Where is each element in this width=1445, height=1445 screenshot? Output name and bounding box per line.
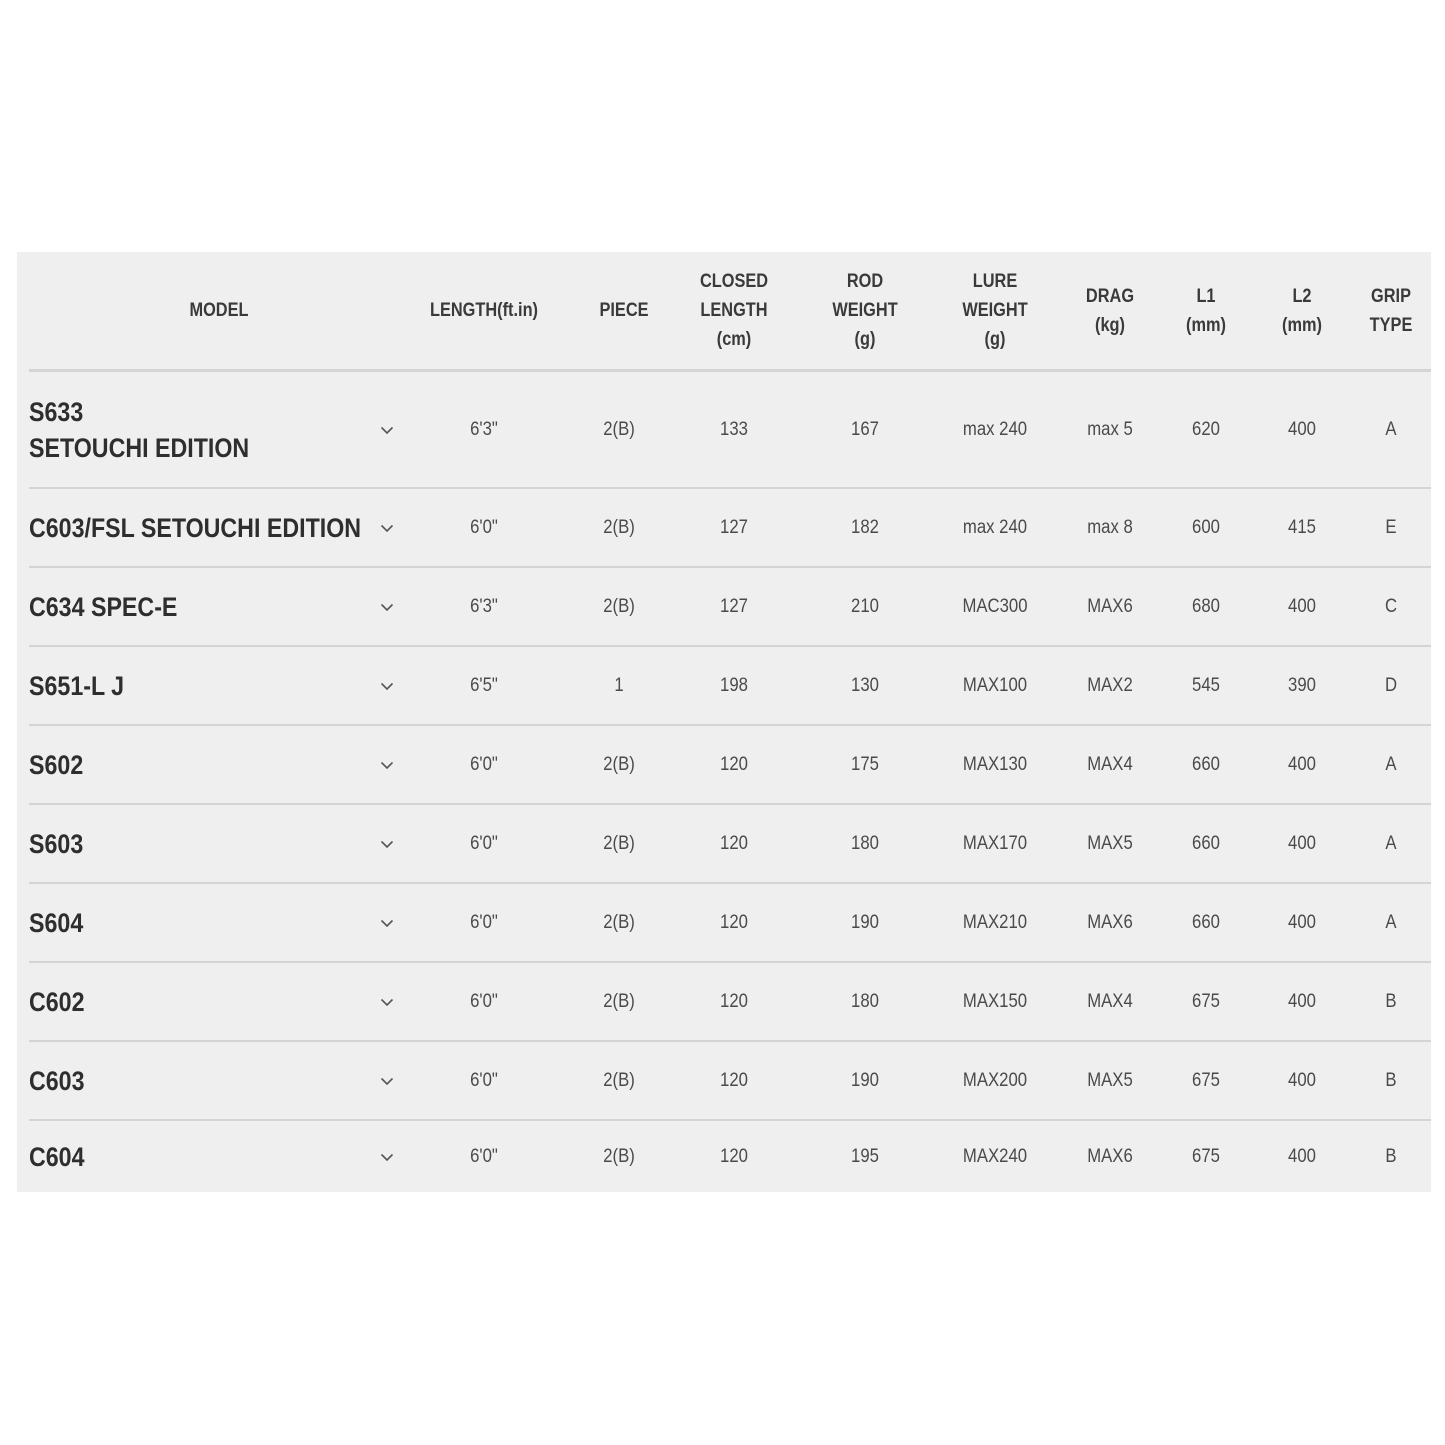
cell-closed-length: 198 bbox=[720, 674, 748, 696]
cell-l1: 680 bbox=[1192, 595, 1220, 617]
cell-length: 6'0" bbox=[470, 1145, 498, 1167]
cell-l1: 660 bbox=[1192, 832, 1220, 854]
cell-l2: 400 bbox=[1288, 1069, 1316, 1091]
cell-l2: 400 bbox=[1288, 753, 1316, 775]
cell-closed-length: 120 bbox=[720, 1145, 748, 1167]
model-name-line1: S602 bbox=[29, 749, 84, 780]
cell-l2: 415 bbox=[1288, 516, 1316, 538]
cell-drag: MAX2 bbox=[1087, 674, 1133, 696]
cell-lure-weight: MAX240 bbox=[962, 1145, 1028, 1167]
cell-l2: 400 bbox=[1288, 832, 1316, 854]
cell-lure-weight: MAX100 bbox=[962, 674, 1028, 696]
cell-rod-weight: 167 bbox=[851, 418, 879, 440]
cell-grip-type: D bbox=[1384, 674, 1398, 696]
cell-lure-weight: MAX150 bbox=[962, 990, 1028, 1012]
cell-l1: 660 bbox=[1192, 753, 1220, 775]
cell-rod-weight: 180 bbox=[851, 990, 879, 1012]
chevron-down-icon[interactable] bbox=[379, 599, 395, 615]
table-row[interactable] bbox=[29, 884, 1431, 963]
cell-drag: MAX4 bbox=[1087, 753, 1133, 775]
model-name-line1: S633 bbox=[29, 396, 84, 427]
cell-lure-weight: max 240 bbox=[962, 418, 1028, 440]
cell-length: 6'0" bbox=[470, 911, 498, 933]
cell-grip-type: B bbox=[1385, 990, 1397, 1012]
cell-rod-weight: 210 bbox=[851, 595, 879, 617]
chevron-down-icon[interactable] bbox=[379, 757, 395, 773]
cell-piece: 2(B) bbox=[603, 1069, 635, 1091]
cell-length: 6'0" bbox=[470, 516, 498, 538]
cell-l1: 675 bbox=[1192, 990, 1220, 1012]
cell-closed-length: 120 bbox=[720, 753, 748, 775]
cell-drag: MAX5 bbox=[1087, 1069, 1133, 1091]
cell-length: 6'0" bbox=[470, 753, 498, 775]
model-name bbox=[29, 568, 326, 645]
model-name bbox=[29, 963, 326, 1040]
cell-closed-length: 120 bbox=[720, 1069, 748, 1091]
header-closed-length: CLOSED LENGTH (cm) bbox=[699, 271, 769, 350]
cell-lure-weight: MAX200 bbox=[962, 1069, 1028, 1091]
table-header bbox=[29, 252, 1431, 372]
cell-length: 6'5" bbox=[470, 674, 498, 696]
chevron-down-icon[interactable] bbox=[379, 520, 395, 536]
spec-table bbox=[17, 252, 1431, 1192]
cell-drag: MAX4 bbox=[1087, 990, 1133, 1012]
cell-lure-weight: max 240 bbox=[962, 516, 1028, 538]
cell-piece: 2(B) bbox=[603, 1145, 635, 1167]
header-piece: PIECE bbox=[599, 300, 649, 321]
cell-closed-length: 120 bbox=[720, 832, 748, 854]
model-name-line1: C634 SPEC-E bbox=[29, 591, 178, 622]
cell-closed-length: 120 bbox=[720, 911, 748, 933]
cell-drag: MAX5 bbox=[1087, 832, 1133, 854]
cell-closed-length: 127 bbox=[720, 516, 748, 538]
cell-closed-length: 133 bbox=[720, 418, 748, 440]
table-row[interactable] bbox=[29, 568, 1431, 647]
cell-rod-weight: 190 bbox=[851, 911, 879, 933]
cell-piece: 2(B) bbox=[603, 418, 635, 440]
cell-l2: 400 bbox=[1288, 911, 1316, 933]
model-name bbox=[29, 805, 326, 882]
cell-l2: 400 bbox=[1288, 418, 1316, 440]
cell-rod-weight: 182 bbox=[851, 516, 879, 538]
chevron-down-icon[interactable] bbox=[379, 915, 395, 931]
header-drag: DRAG (kg) bbox=[1085, 285, 1135, 336]
header-grip-type: GRIP TYPE bbox=[1369, 285, 1413, 336]
cell-l2: 400 bbox=[1288, 1145, 1316, 1167]
cell-closed-length: 120 bbox=[720, 990, 748, 1012]
cell-length: 6'3" bbox=[470, 595, 498, 617]
model-name bbox=[29, 884, 326, 961]
cell-length: 6'0" bbox=[470, 1069, 498, 1091]
cell-grip-type: A bbox=[1385, 832, 1397, 854]
cell-l1: 620 bbox=[1192, 418, 1220, 440]
cell-piece: 1 bbox=[614, 674, 624, 696]
table-row[interactable] bbox=[29, 805, 1431, 884]
chevron-down-icon[interactable] bbox=[379, 994, 395, 1010]
cell-l2: 400 bbox=[1288, 595, 1316, 617]
cell-piece: 2(B) bbox=[603, 990, 635, 1012]
model-name-line1: S603 bbox=[29, 828, 84, 859]
header-l2: L2 (mm) bbox=[1282, 285, 1322, 336]
model-name bbox=[29, 1042, 326, 1119]
chevron-down-icon[interactable] bbox=[379, 1073, 395, 1089]
table-row[interactable] bbox=[29, 372, 1431, 489]
table-row[interactable] bbox=[29, 1042, 1431, 1121]
cell-l1: 675 bbox=[1192, 1069, 1220, 1091]
cell-grip-type: B bbox=[1385, 1145, 1397, 1167]
cell-grip-type: E bbox=[1385, 516, 1397, 538]
model-name-line2: SETOUCHI EDITION bbox=[29, 432, 250, 463]
cell-l2: 400 bbox=[1288, 990, 1316, 1012]
chevron-down-icon[interactable] bbox=[379, 1149, 395, 1165]
header-l1: L1 (mm) bbox=[1186, 285, 1226, 336]
cell-rod-weight: 190 bbox=[851, 1069, 879, 1091]
cell-length: 6'0" bbox=[470, 832, 498, 854]
model-name bbox=[29, 372, 326, 487]
cell-grip-type: A bbox=[1385, 753, 1397, 775]
cell-closed-length: 127 bbox=[720, 595, 748, 617]
model-name-line1: S651-L J bbox=[29, 670, 125, 701]
cell-l1: 600 bbox=[1192, 516, 1220, 538]
chevron-down-icon[interactable] bbox=[379, 678, 395, 694]
cell-lure-weight: MAX170 bbox=[962, 832, 1028, 854]
header-lure-weight: LURE WEIGHT (g) bbox=[962, 271, 1028, 350]
cell-drag: MAX6 bbox=[1087, 595, 1133, 617]
model-name-line1: C603/FSL SETOUCHI EDITION bbox=[29, 512, 362, 543]
header-rod-weight: ROD WEIGHT (g) bbox=[832, 271, 898, 350]
table-row[interactable] bbox=[29, 647, 1431, 726]
cell-rod-weight: 175 bbox=[851, 753, 879, 775]
chevron-down-icon[interactable] bbox=[379, 836, 395, 852]
table-row[interactable] bbox=[29, 726, 1431, 805]
cell-drag: MAX6 bbox=[1087, 911, 1133, 933]
table-row[interactable] bbox=[29, 1121, 1431, 1192]
cell-length: 6'3" bbox=[470, 418, 498, 440]
cell-lure-weight: MAX130 bbox=[962, 753, 1028, 775]
cell-rod-weight: 130 bbox=[851, 674, 879, 696]
cell-drag: max 5 bbox=[1087, 418, 1133, 440]
table-row[interactable] bbox=[29, 963, 1431, 1042]
cell-l1: 675 bbox=[1192, 1145, 1220, 1167]
cell-drag: MAX6 bbox=[1087, 1145, 1133, 1167]
cell-rod-weight: 180 bbox=[851, 832, 879, 854]
model-name bbox=[29, 726, 326, 803]
model-name-line1: C602 bbox=[29, 986, 85, 1017]
chevron-down-icon[interactable] bbox=[379, 422, 395, 438]
model-name bbox=[29, 1121, 326, 1192]
cell-l1: 660 bbox=[1192, 911, 1220, 933]
cell-grip-type: C bbox=[1384, 595, 1398, 617]
model-name-line1: C603 bbox=[29, 1065, 85, 1096]
model-name bbox=[29, 647, 326, 724]
cell-piece: 2(B) bbox=[603, 911, 635, 933]
cell-l2: 390 bbox=[1288, 674, 1316, 696]
table-row[interactable] bbox=[29, 489, 1431, 568]
cell-l1: 545 bbox=[1192, 674, 1220, 696]
cell-piece: 2(B) bbox=[603, 753, 635, 775]
model-name-line1: S604 bbox=[29, 907, 84, 938]
cell-rod-weight: 195 bbox=[851, 1145, 879, 1167]
cell-piece: 2(B) bbox=[603, 595, 635, 617]
cell-piece: 2(B) bbox=[603, 832, 635, 854]
cell-grip-type: B bbox=[1385, 1069, 1397, 1091]
cell-length: 6'0" bbox=[470, 990, 498, 1012]
cell-grip-type: A bbox=[1385, 911, 1397, 933]
header-length: LENGTH(ft.in) bbox=[429, 300, 538, 321]
cell-grip-type: A bbox=[1385, 418, 1397, 440]
cell-drag: max 8 bbox=[1087, 516, 1133, 538]
cell-lure-weight: MAX210 bbox=[962, 911, 1028, 933]
header-model: MODEL bbox=[189, 300, 249, 321]
model-name-line1: C604 bbox=[29, 1141, 85, 1172]
model-name bbox=[29, 489, 362, 566]
cell-lure-weight: MAC300 bbox=[962, 595, 1028, 617]
cell-piece: 2(B) bbox=[603, 516, 635, 538]
